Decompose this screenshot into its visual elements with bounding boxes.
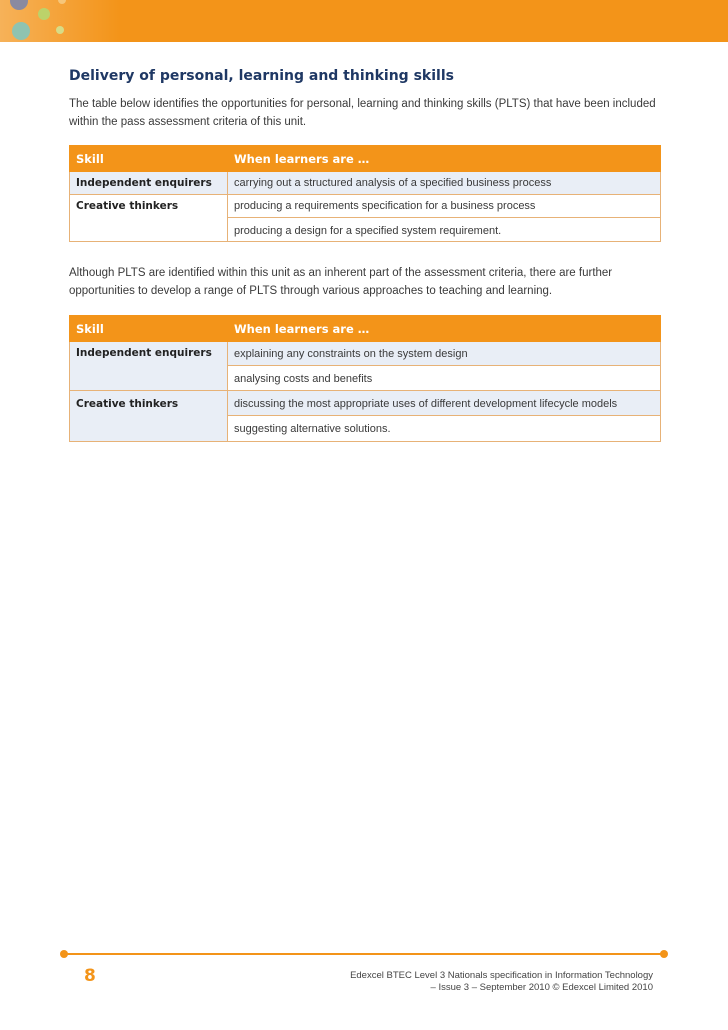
activity-item: producing a requirements specification for a business process — [234, 200, 536, 212]
footer-line-1: Edexcel BTEC Level 3 Nationals specification in Information Technology — [350, 970, 653, 981]
column-header-skill: Skill — [70, 316, 228, 342]
activity-item: analysing costs and benefits — [228, 365, 660, 390]
column-header-when: When learners are … — [228, 316, 661, 342]
table-row — [70, 342, 661, 391]
section-heading: Delivery of personal, learning and thinking skills — [69, 68, 454, 84]
decorative-dot — [12, 22, 30, 40]
plts-table-2 — [69, 315, 661, 442]
footer-rule — [64, 953, 664, 955]
activity-cell — [228, 172, 661, 195]
column-header-skill: Skill — [70, 146, 228, 172]
skill-cell: Independent enquirers — [70, 172, 228, 195]
main-content — [69, 67, 661, 442]
decorative-dot — [38, 8, 50, 20]
activity-cell — [228, 195, 661, 242]
skill-cell: Creative thinkers — [70, 391, 228, 442]
table-row — [70, 195, 661, 242]
activity-cell — [228, 342, 661, 391]
plts-table-1 — [69, 145, 661, 242]
skill-cell: Creative thinkers — [70, 195, 228, 242]
footer-line-2: – Issue 3 – September 2010 © Edexcel Limited 2010 — [430, 982, 653, 993]
activity-item: discussing the most appropriate uses of different development lifecycle models — [234, 398, 618, 410]
footer-text — [313, 970, 653, 994]
activity-item: producing a design for a specified system requirement. — [228, 217, 660, 241]
decorative-dot — [56, 26, 64, 34]
table-row — [70, 391, 661, 442]
intro-paragraph: The table below identifies the opportunities for personal, learning and thinking skills (PLTS) that have been included within the pass assessment criteria of this unit. — [69, 98, 656, 128]
header-band — [0, 0, 728, 42]
middle-paragraph: Although PLTS are identified within this unit as an inherent part of the assessment criteria, there are further opportunities to develop a range of PLTS through various approaches to teaching and learning. — [69, 267, 613, 297]
activity-item: explaining any constraints on the system design — [228, 342, 660, 365]
activity-item: carrying out a structured analysis of a specified business process — [234, 177, 552, 189]
activity-item: suggesting alternative solutions. — [228, 415, 660, 441]
footer-rule-left-dot — [60, 950, 68, 958]
footer-rule-right-dot — [660, 950, 668, 958]
activity-cell — [228, 391, 661, 442]
skill-cell: Independent enquirers — [70, 342, 228, 391]
table-row — [70, 172, 661, 195]
column-header-when: When learners are … — [228, 146, 661, 172]
page-number: 8 — [84, 966, 96, 986]
